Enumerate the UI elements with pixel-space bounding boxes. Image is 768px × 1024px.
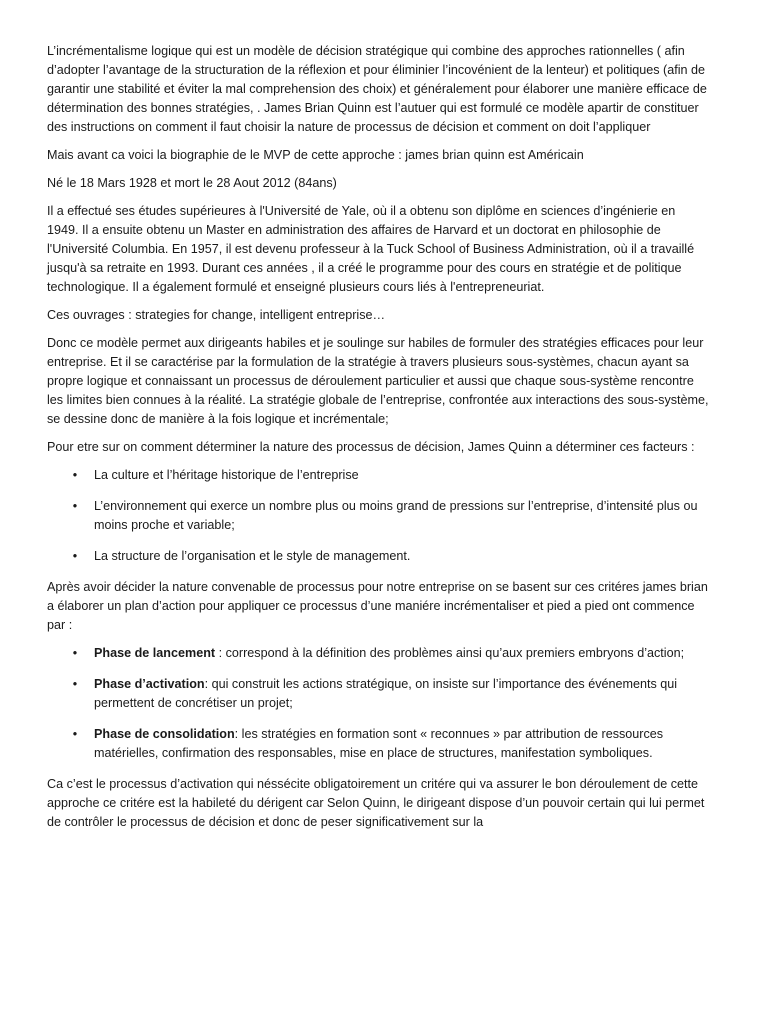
biography-intro-paragraph: Mais avant ca voici la biographie de le MVP de cette approche : james brian quinn est Américain: [47, 148, 584, 162]
phase-term: Phase d’activation: [94, 677, 205, 691]
factor-text: L’environnement qui exerce un nombre plus ou moins grand de pressions sur l’entreprise, d’intensité plus ou moins proche et variable;: [94, 499, 698, 532]
phase-term: Phase de lancement: [94, 646, 216, 660]
intro-paragraph: L’incrémentalisme logique qui est un modèle de décision stratégique qui combine des approches rationnelles ( afin d’adopter l’avantage de la structuration de la réflexion et pour éliminier l’incovénient de la lenteur) et politiques (afin de garantir une stabilité et éviter la mal comprehension des choix) et généralement pour élaborer une manière efficace de détermination des bonnes stratégies, . James Brian Quinn est l’autuer qui est formulé ce modèle apartir de constituer des instructions on comment il faut choisir la nature de processus de décision et comment on doit l’appliquer: [47, 44, 707, 134]
bullet-icon: •: [72, 468, 78, 482]
factor-text: La culture et l’héritage historique de l’entreprise: [94, 468, 359, 482]
bullet-icon: •: [72, 499, 78, 513]
factors-intro-paragraph: Pour etre sur on comment déterminer la nature des processus de décision, James Quinn a déterminer ces facteurs :: [47, 440, 695, 454]
phase-term: Phase de consolidation: [94, 727, 235, 741]
bullet-icon: •: [72, 727, 78, 741]
phase-text: : qui construit les actions stratégique, on insiste sur l’importance des événements qui permettent de concrétiser un projet;: [94, 677, 678, 710]
works-paragraph: Ces ouvrages : strategies for change, intelligent entreprise…: [47, 308, 386, 322]
list-item: [47, 644, 710, 663]
bullet-icon: •: [72, 646, 78, 660]
phases-list: [47, 644, 710, 763]
list-item: [47, 497, 710, 535]
list-item: [47, 547, 710, 566]
list-item: [47, 466, 710, 485]
education-paragraph: Il a effectué ses études supérieures à l'Université de Yale, où il a obtenu son diplôme en sciences d’ingénierie en 1949. Il a ensuite obtenu un Master en administration des affaires de Harvard et un doctorat en philosophie de l'Université Columbia. En 1957, il est devenu professeur à la Tuck School of Business Administration, où il a travaillé jusqu'à sa retraite en 1993. Durant ces années , il a créé le programme pour des cours en stratégie et de politique technologique. Il a également formulé et enseigné plusieurs cours liés à l'entrepreneuriat.: [47, 204, 695, 294]
bullet-icon: •: [72, 549, 78, 563]
factor-text: La structure de l’organisation et le style de management.: [94, 549, 411, 563]
model-paragraph: Donc ce modèle permet aux dirigeants habiles et je soulinge sur habiles de formuler des stratégies efficaces pour leur entreprise. Et il se caractérise par la formulation de la stratégie à travers plusieurs sous-systèmes, chacun ayant sa propre logique et connaissant un processus de déroulement particulier et aussi que chaque sous-système rencontre les limites bien connues à la réalité. La stratégie globale de l’entreprise, confrontée aux interactions des sous-système, se dessine donc de manière à la fois logique et incrémentale;: [47, 336, 709, 426]
list-item: [47, 675, 710, 713]
birth-death-paragraph: Né le 18 Mars 1928 et mort le 28 Aout 2012 (84ans): [47, 176, 337, 190]
factors-list: [47, 466, 710, 566]
action-plan-paragraph: Après avoir décider la nature convenable de processus pour notre entreprise on se basent sur ces critéres james brian a élaborer un plan d’action pour appliquer ce processus d’une maniére incrémentaliser et pied a pied ont commence par :: [47, 580, 708, 632]
phase-text: : correspond à la définition des problèmes ainsi qu’aux premiers embryons d’action;: [215, 646, 685, 660]
bullet-icon: •: [72, 677, 78, 691]
list-item: [47, 725, 710, 763]
phase-text: : les stratégies en formation sont « reconnues » par attribution de ressources matérielles, confirmation des responsables, mise en place de structures, manifestation symboliques.: [94, 727, 664, 760]
closing-paragraph: Ca c’est le processus d’activation qui néssécite obligatoirement un critére qui va assurer le bon déroulement de cette approche ce critére est la habileté du dérigent car Selon Quinn, le dirigeant dispose d’un pouvoir certain qui lui permet de contrôler le processus de décision et donc de peser significativement sur la: [47, 777, 705, 829]
